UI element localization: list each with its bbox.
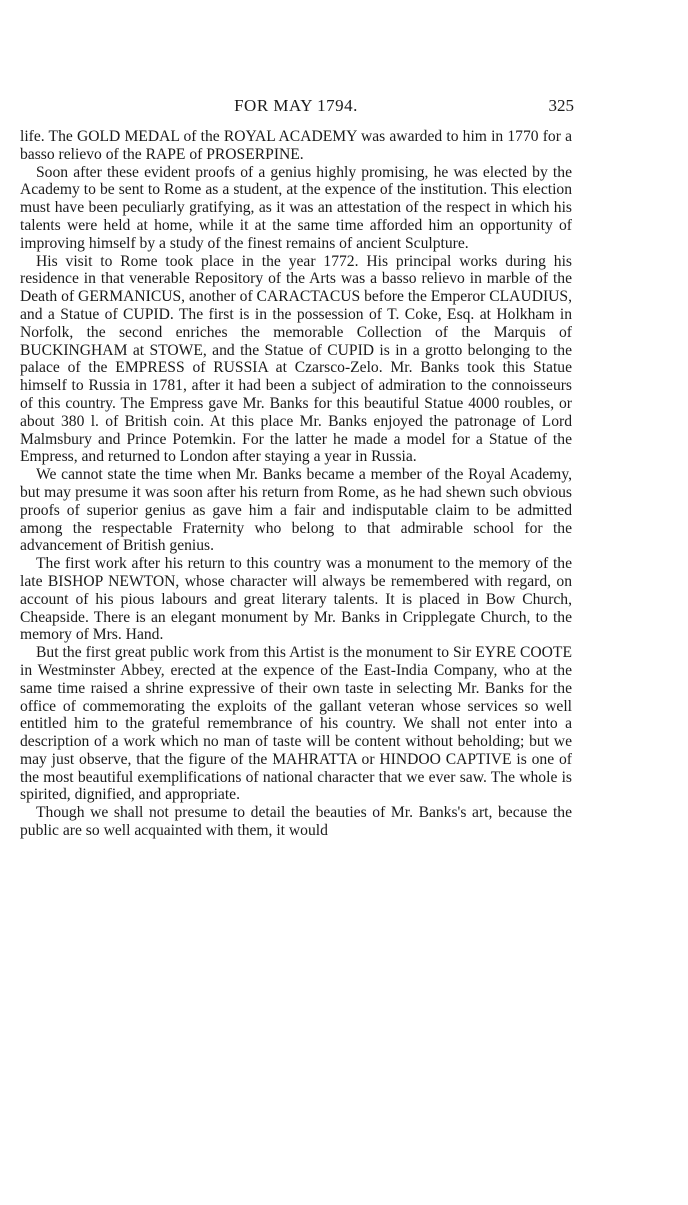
paragraph-1: life. The GOLD MEDAL of the ROYAL ACADEMY was awarded to him in 1770 for a basso relievo of the RAPE of PROSERPINE. (20, 128, 572, 163)
paragraph-4: We cannot state the time when Mr. Banks became a member of the Royal Academy, but may presume it was soon after his return from Rome, as he had shewn such obvious proofs of superior genius as gave him a fair and indisputable claim to be admitted among the respectable Fraternity who belong to that admirable school for the advancement of British genius. (20, 466, 572, 555)
paragraph-2: Soon after these evident proofs of a genius highly promising, he was elected by the Academy to be sent to Rome as a student, at the expence of the institution. This election must have been peculiarly gratifying, as it was an attestation of the respect in which his talents were held at home, while it at the same time afforded him an opportunity of improving himself by a study of the finest remains of ancient Sculpture. (20, 163, 572, 252)
article-body (20, 128, 572, 840)
paragraph-7: Though we shall not presume to detail the beauties of Mr. Banks's art, because the public are so well acquainted with them, it would (20, 804, 572, 840)
page-number: 325 (548, 96, 574, 115)
paragraph-3: His visit to Rome took place in the year 1772. His principal works during his residence in that venerable Repository of the Arts was a basso relievo in marble of the Death of GERMANICUS, another of CARACTACUS before the Emperor CLAUDIUS, and a Statue of CUPID. The first is in the possession of T. Coke, Esq. at Holkham in Norfolk, the second enriches the memorable Collection of the Marquis of BUCKINGHAM at STOWE, and the Statue of CUPID is in a grotto belonging to the palace of the EMPRESS of RUSSIA at Czarsco-Zelo. Mr. Banks took this Statue himself to Russia in 1781, after it had been a subject of admiration to the connoisseurs of this country. The Empress gave Mr. Banks for this beautiful Statue 4000 roubles, or about 380 l. of British coin. At this place Mr. Banks enjoyed the patronage of Lord Malmsbury and Prince Potemkin. For the latter he made a model for a Statue of the Empress, and returned to London after staying a year in Russia. (20, 252, 572, 466)
page-header (20, 96, 572, 120)
running-head: FOR MAY 1794. (234, 96, 358, 115)
paragraph-5: The first work after his return to this country was a monument to the memory of the late BISHOP NEWTON, whose character will always be remembered with regard, on account of his pious labours and great literary talents. It is placed in Bow Church, Cheapside. There is an elegant monument by Mr. Banks in Cripplegate Church, to the memory of Mrs. Hand. (20, 555, 572, 644)
paragraph-6: But the first great public work from this Artist is the monument to Sir EYRE COOTE in Westminster Abbey, erected at the expence of the East-India Company, who at the same time raised a shrine expressive of their own taste in selecting Mr. Banks for the office of commemorating the exploits of the gallant veteran whose services so well entitled him to the grateful remembrance of his country. We shall not enter into a description of a work which no man of taste will be content without beholding; but we may just observe, that the figure of the MAHRATTA or HINDOO CAPTIVE is one of the most beautiful exemplifications of national character that we ever saw. The whole is spirited, dignified, and appropriate. (20, 644, 572, 804)
page (20, 96, 572, 840)
